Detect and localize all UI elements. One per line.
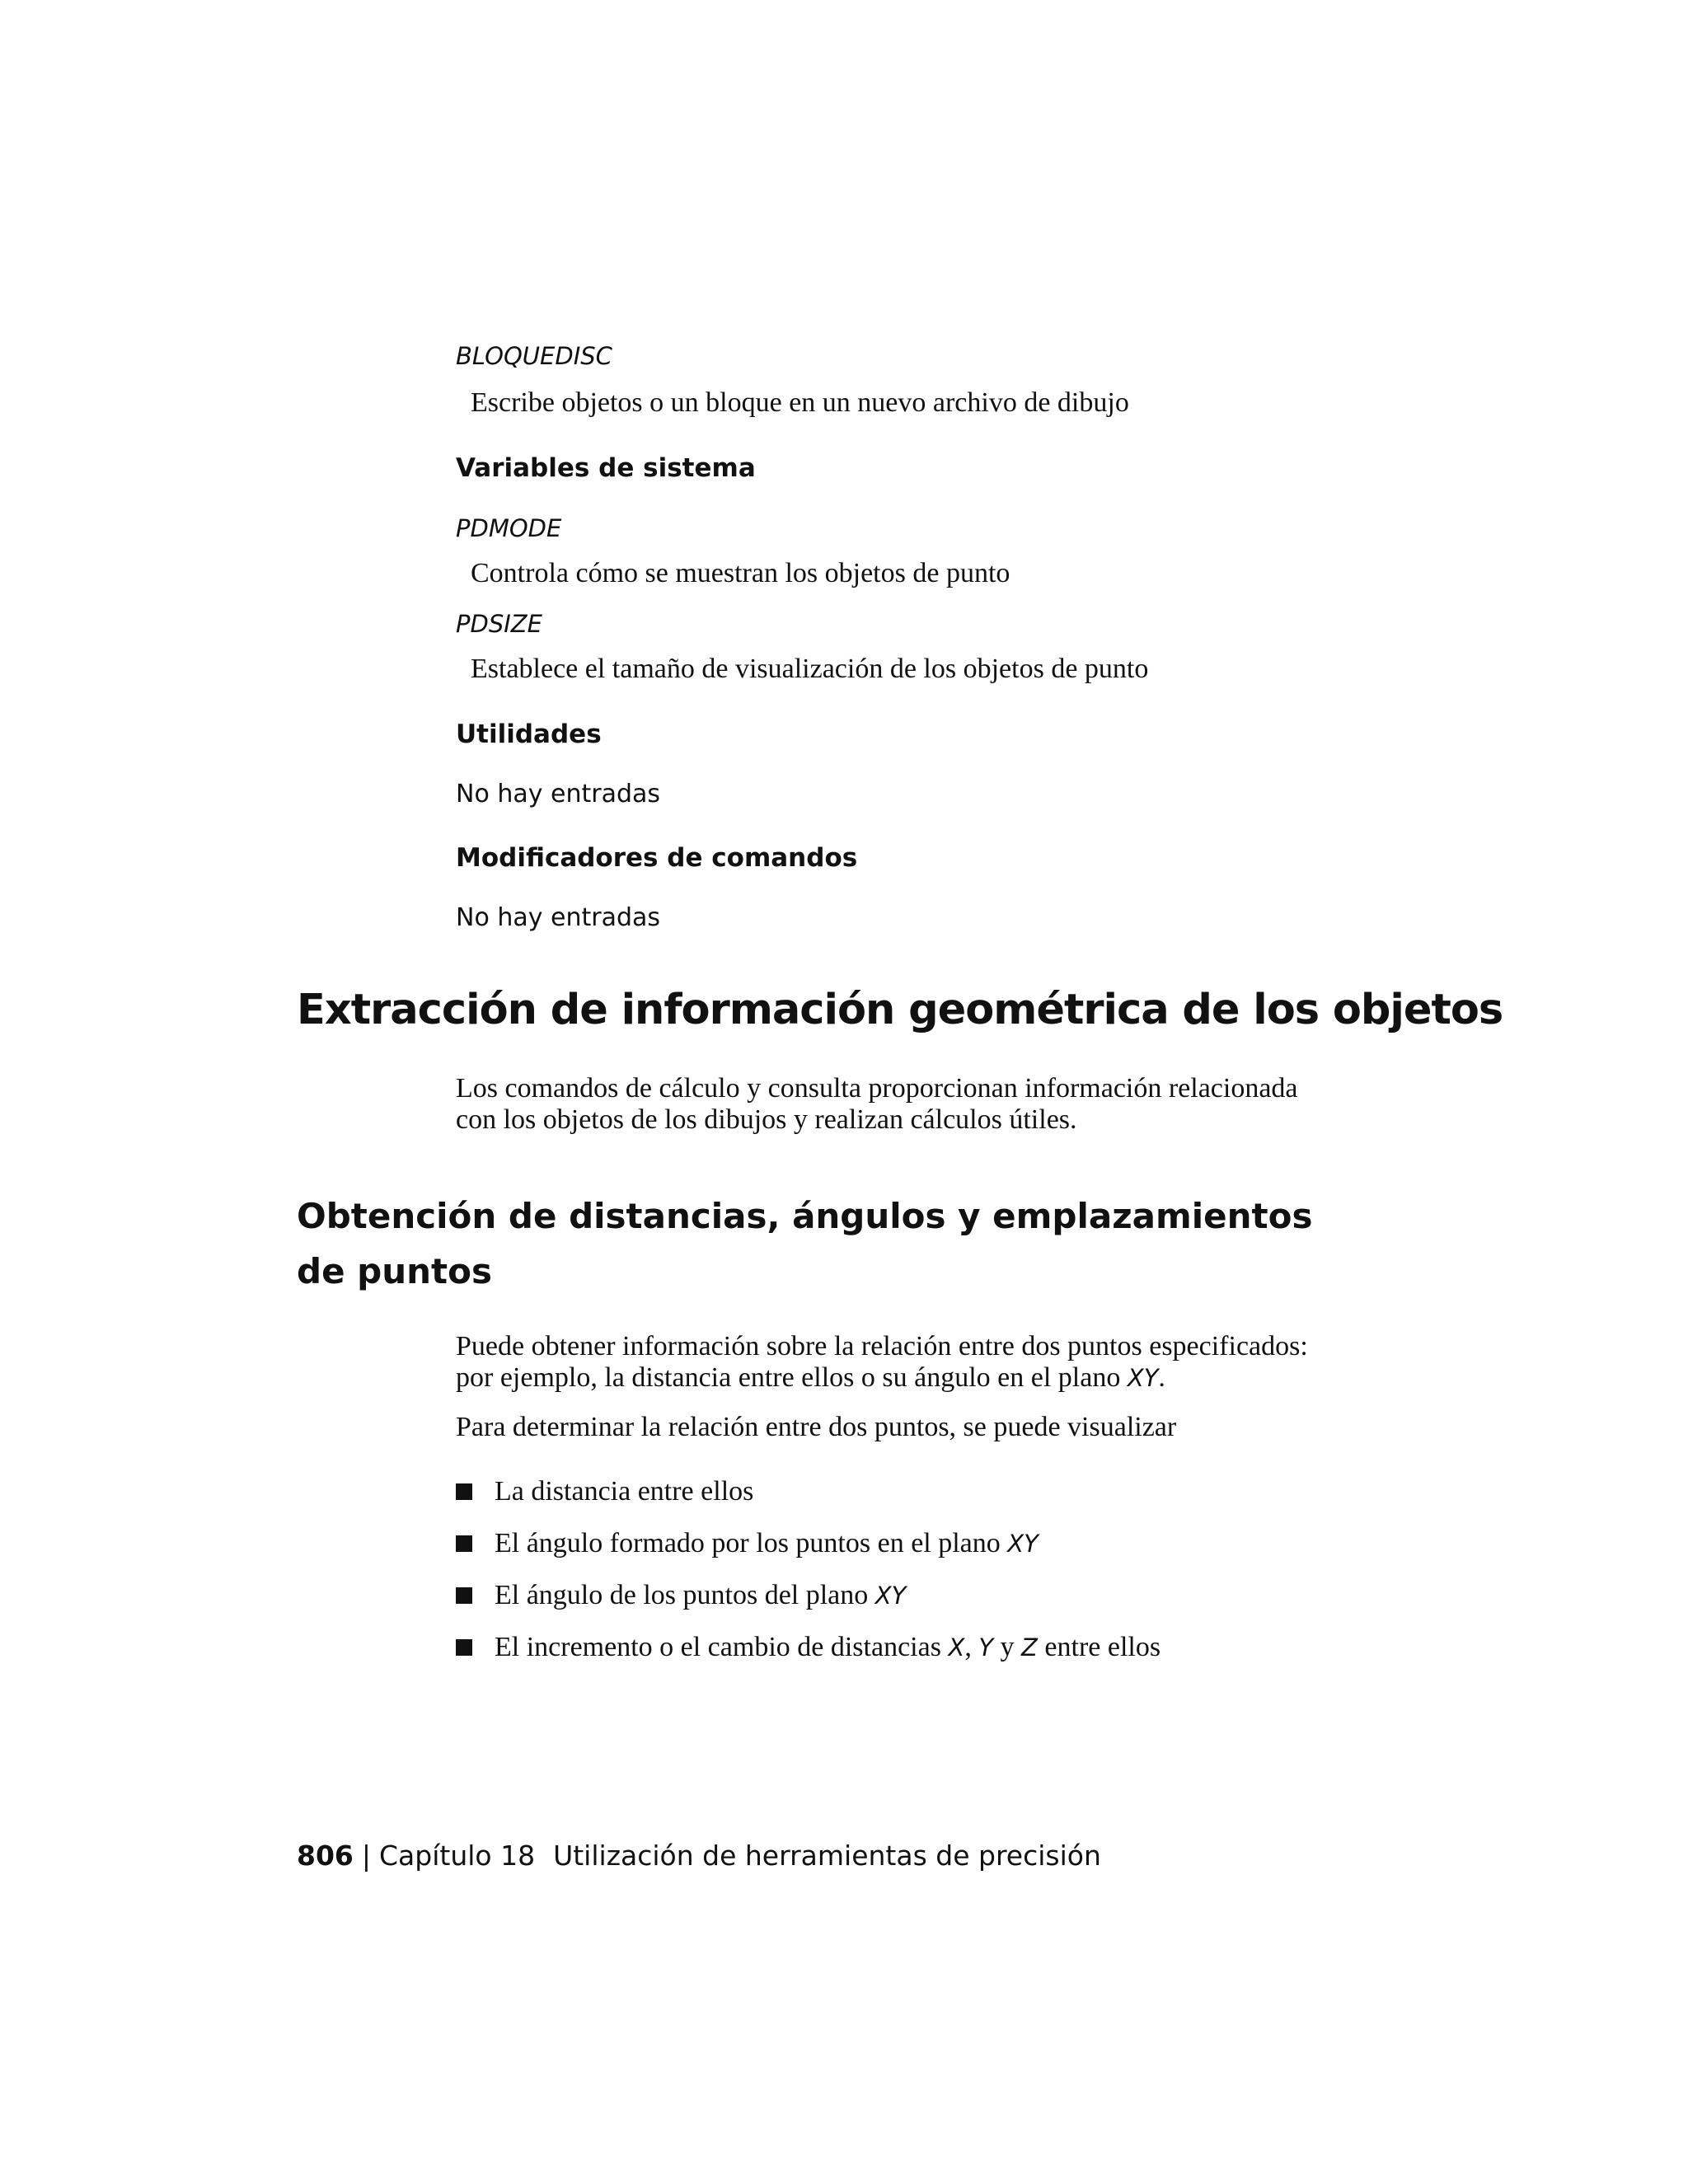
footer-chapter: Capítulo 18 <box>379 1840 536 1872</box>
sysvar-name-pdmode: PDMODE <box>456 514 562 542</box>
subsection-paragraph-1-line-2 <box>456 1362 1387 1394</box>
subsection-paragraph-1-line-1: Puede obtener información sobre la relación entre dos puntos especificados: <box>456 1331 1308 1361</box>
subsection-paragraph-1 <box>456 1331 1387 1394</box>
section-intro-line-2: con los objetos de los dibujos y realizan cálculos útiles. <box>456 1104 1077 1135</box>
footer-chapter-title: Utilización de herramientas de precisión <box>553 1840 1101 1872</box>
list-item <box>456 1579 1160 1631</box>
system-variables-heading: Variables de sistema <box>456 453 756 483</box>
subsection-paragraph-2: Para determinar la relación entre dos puntos, se puede visualizar <box>456 1412 1177 1442</box>
modifiers-text: No hay entradas <box>456 903 661 932</box>
z-term: Z <box>1021 1633 1038 1661</box>
section-intro-line-1: Los comandos de cálculo y consulta proporcionan información relacionada <box>456 1073 1298 1104</box>
modifiers-heading: Modificadores de comandos <box>456 843 858 873</box>
x-term: X <box>948 1633 965 1661</box>
page-footer <box>297 1840 1101 1872</box>
subsection-title: Obtención de distancias, ángulos y emplazamientos de puntos <box>297 1196 1313 1291</box>
command-name-bloquedisc: BLOQUEDISC <box>456 342 612 370</box>
sysvar-name-pdsize: PDSIZE <box>456 610 542 638</box>
sysvar-description-pdsize: Establece el tamaño de visualización de los objetos de punto <box>471 654 1149 684</box>
command-description-bloquedisc: Escribe objetos o un bloque en un nuevo archivo de dibujo <box>471 387 1129 418</box>
list-item <box>456 1527 1160 1579</box>
para1-line2-period: . <box>1158 1362 1165 1393</box>
para1-line2-text: por ejemplo, la distancia entre ellos o su ángulo en el plano <box>456 1362 1128 1393</box>
section-title: Extracción de información geométrica de los objetos <box>297 986 1503 1034</box>
list-item-text <box>495 1527 1039 1560</box>
bullet-list <box>456 1475 1160 1683</box>
utilities-text: No hay entradas <box>456 780 661 808</box>
list-item-text <box>495 1579 906 1612</box>
square-bullet-icon <box>456 1535 472 1552</box>
list-item-text-main: El incremento o el cambio de distancias <box>495 1632 949 1662</box>
utilities-heading: Utilidades <box>456 719 602 749</box>
list-item-text-main: El ángulo de los puntos del plano <box>495 1580 875 1610</box>
list-item-text-end: entre ellos <box>1037 1632 1161 1662</box>
y-term: Y <box>978 1633 994 1661</box>
list-item-text-main: El ángulo formado por los puntos en el plano <box>495 1528 1008 1558</box>
list-item-text: La distancia entre ellos <box>495 1476 754 1507</box>
section-intro <box>456 1073 1387 1136</box>
comma: , <box>964 1632 979 1662</box>
xy-term: XY <box>1007 1530 1039 1558</box>
page-number: 806 <box>297 1840 354 1872</box>
square-bullet-icon <box>456 1587 472 1604</box>
square-bullet-icon <box>456 1639 472 1656</box>
footer-separator: | <box>361 1840 372 1872</box>
square-bullet-icon <box>456 1483 472 1500</box>
conjunction: y <box>993 1632 1022 1662</box>
list-item <box>456 1631 1160 1683</box>
sysvar-description-pdmode: Controla cómo se muestran los objetos de punto <box>471 558 1010 588</box>
list-item <box>456 1475 1160 1527</box>
list-item-text <box>495 1631 1160 1664</box>
xy-term: XY <box>874 1582 907 1610</box>
para1-xy-term: XY <box>1127 1364 1159 1392</box>
